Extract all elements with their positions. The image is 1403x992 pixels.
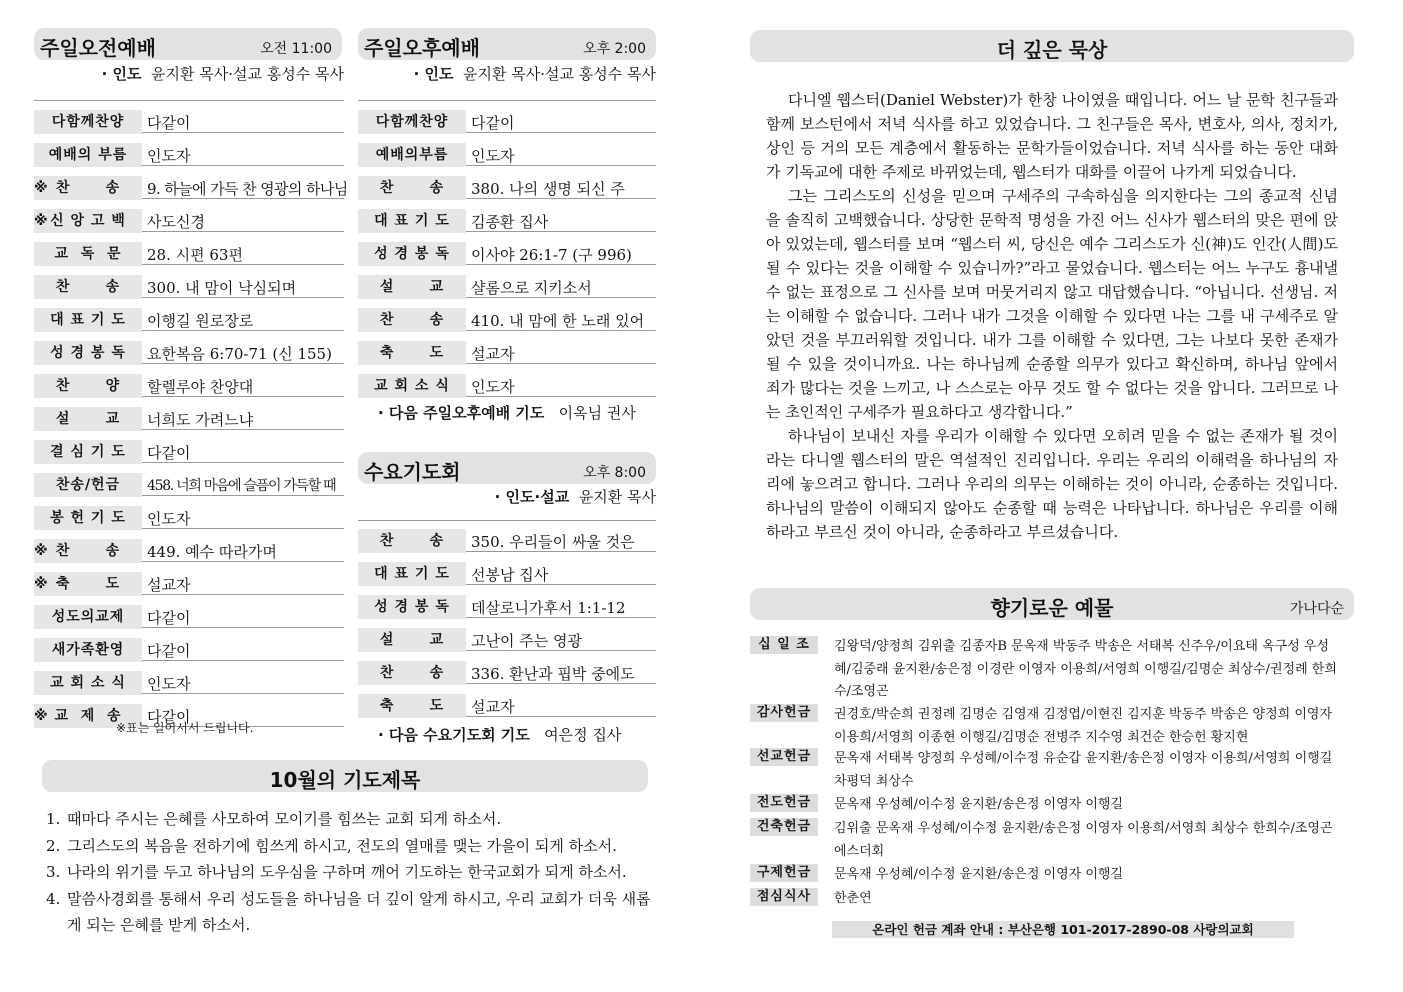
morning-order-label <box>34 605 142 629</box>
prayer-topic-text: 말씀사경회를 통해서 우리 성도들을 하나님을 더 깊이 알게 하시고, 우리 교회가 더욱 새롭게 되는 은혜를 받게 하소서. <box>67 889 651 934</box>
afternoon-order-label-text: 찬 송 <box>379 312 445 328</box>
wednesday-order-label-text: 축 도 <box>379 698 445 714</box>
prayer-topic-item <box>46 833 658 860</box>
morning-order-value: 449. 예수 따라가며 <box>147 543 277 561</box>
offering-header <box>750 588 1354 620</box>
afternoon-order-label <box>358 242 466 266</box>
prayer-topic-text: 그리스도의 복음을 전하기에 힘쓰게 하시고, 전도의 열매를 맺는 가을이 되게 하소서. <box>67 836 617 855</box>
offering-category: 점심식사 <box>750 888 818 906</box>
morning-order-list <box>34 101 348 728</box>
afternoon-leader-prefix: · 인도 <box>413 65 454 83</box>
morning-order-value: 다같이 <box>147 708 191 726</box>
morning-order-label <box>34 176 142 200</box>
afternoon-order-value: 다같이 <box>471 114 515 132</box>
morning-leader-prefix: · 인도 <box>101 65 142 83</box>
morning-order-value: 사도신경 <box>147 213 205 231</box>
wednesday-leader-prefix: · 인도·설교 <box>494 488 570 506</box>
morning-order-label <box>34 539 142 563</box>
wednesday-next-prayer-label: · 다음 수요기도회 기도 <box>378 726 530 744</box>
afternoon-next-prayer-name: 이옥님 권사 <box>558 404 636 422</box>
morning-order-value: 할렐루야 찬양대 <box>147 378 254 396</box>
morning-order-label-text: 대 표 기 도 <box>50 312 126 328</box>
morning-order-label <box>34 110 142 134</box>
afternoon-order-label <box>358 209 466 233</box>
afternoon-order-value: 샬롬으로 지키소서 <box>471 279 592 297</box>
wednesday-order-row <box>358 520 656 552</box>
wednesday-order-label-text: 설 교 <box>379 632 445 648</box>
wednesday-service-time: 오후 8:00 <box>583 465 646 481</box>
morning-order-label <box>34 506 142 530</box>
afternoon-order-label-text: 성 경 봉 독 <box>374 246 450 262</box>
afternoon-order-list <box>358 101 656 398</box>
morning-order-value: 이행길 원로장로 <box>147 312 254 330</box>
wednesday-order-list <box>358 520 656 718</box>
afternoon-next-prayer <box>378 402 636 423</box>
prayer-topic-number: 2. <box>46 836 61 855</box>
morning-order-label <box>34 242 142 266</box>
morning-order-row <box>34 266 344 298</box>
morning-order-label-text: 예배의 부름 <box>48 147 128 163</box>
morning-order-label-text: 다함께찬양 <box>51 114 125 130</box>
morning-order-label <box>34 209 142 233</box>
wednesday-order-value: 고난이 주는 영광 <box>471 632 582 650</box>
afternoon-order-row <box>358 167 656 199</box>
wednesday-order-value: 데살로니가후서 1:1-12 <box>471 599 626 617</box>
morning-order-label-text: 성도의교제 <box>51 609 125 625</box>
morning-order-value: 9. 하늘에 가득 찬 영광의 하나님 <box>147 180 348 198</box>
offering-names: 김위출 문옥재 우성혜/이수정 윤지환/송은정 이영자 이용희/서영희 최상수 한희수/조영곤 에스더회 <box>834 821 1333 859</box>
morning-order-row <box>34 332 344 364</box>
afternoon-order-label-text: 교 회 소 식 <box>374 378 450 394</box>
morning-order-label <box>34 275 142 299</box>
afternoon-order-label-text: 대 표 기 도 <box>374 213 450 229</box>
wednesday-order-label <box>358 562 466 586</box>
morning-order-label-text: 설 교 <box>55 411 121 427</box>
wednesday-order-value: 350. 우리들이 싸울 것은 <box>471 533 635 551</box>
afternoon-order-row <box>358 200 656 232</box>
prayer-topic-number: 4. <box>46 889 61 908</box>
wednesday-order-row <box>358 619 656 651</box>
wednesday-next-prayer <box>378 724 621 745</box>
afternoon-order-value: 인도자 <box>471 147 515 165</box>
afternoon-service-time: 오후 2:00 <box>583 41 646 57</box>
prayer-topic-text: 나라의 위기를 두고 하나님의 도우심을 구하며 깨어 기도하는 한국교회가 되게 하소서. <box>67 863 627 881</box>
morning-order-label <box>34 374 142 398</box>
morning-order-label-text: 신 앙 고 백 <box>50 213 126 229</box>
morning-order-label-text: 결 심 기 도 <box>50 444 126 460</box>
morning-order-label <box>34 473 142 497</box>
morning-order-row <box>34 233 344 265</box>
prayer-topic-number: 3. <box>46 863 61 881</box>
afternoon-order-value: 410. 내 맘에 한 노래 있어 <box>471 312 645 330</box>
morning-order-row <box>34 200 344 232</box>
wednesday-order-label <box>358 694 466 718</box>
wednesday-order-value: 설교자 <box>471 698 515 716</box>
morning-order-row <box>34 134 344 166</box>
afternoon-order-row <box>358 134 656 166</box>
afternoon-order-label <box>358 308 466 332</box>
afternoon-order-label-text: 다함께찬양 <box>375 114 449 130</box>
afternoon-leader-line <box>358 63 656 84</box>
afternoon-order-row <box>358 266 656 298</box>
morning-order-label-text: 축 도 <box>55 576 121 592</box>
morning-order-value: 458. 너희 마음에 슬픔이 가득할 때 <box>147 478 336 494</box>
morning-order-value: 설교자 <box>147 576 191 594</box>
morning-order-row <box>34 563 344 595</box>
offering-order-note: 가나다순 <box>1289 601 1344 617</box>
afternoon-order-value: 설교자 <box>471 345 515 363</box>
offering-title: 향기로운 예물 <box>990 596 1114 620</box>
wednesday-order-row <box>358 685 656 717</box>
offering-names: 문옥재 서태복 양정희 우성혜/이수정 유순갑 윤지환/송은정 이영자 이용희/서영희 이행길 차평덕 최상수 <box>834 751 1333 789</box>
prayer-topic-text: 때마다 주시는 은혜를 사모하여 모이기를 힘쓰는 교회 되게 하소서. <box>67 810 502 828</box>
morning-order-row <box>34 299 344 331</box>
morning-service-title: 주일오전예배 <box>40 36 156 60</box>
morning-order-label-text: 찬 양 <box>55 378 121 394</box>
morning-order-value: 인도자 <box>147 675 191 693</box>
offering-category: 전도헌금 <box>750 794 818 812</box>
wednesday-order-row <box>358 586 656 618</box>
wednesday-order-label <box>358 661 466 685</box>
morning-order-label <box>34 440 142 464</box>
prayer-topic-item <box>46 886 658 939</box>
morning-order-row <box>34 530 344 562</box>
afternoon-order-value: 김종환 집사 <box>471 213 549 231</box>
prayer-topics-list <box>46 806 658 939</box>
afternoon-next-prayer-label: · 다음 주일오후예배 기도 <box>378 404 545 422</box>
wednesday-order-label-text: 찬 송 <box>379 533 445 549</box>
morning-order-label <box>34 572 142 596</box>
offering-names: 한춘연 <box>834 891 872 906</box>
offering-names: 문옥재 우성혜/이수정 윤지환/송은정 이영자 이행길 <box>834 797 1124 812</box>
morning-order-row <box>34 167 348 199</box>
wednesday-order-label <box>358 595 466 619</box>
afternoon-order-label-text: 예배의부름 <box>375 147 449 163</box>
morning-order-label <box>34 143 142 167</box>
morning-order-value: 다같이 <box>147 609 191 627</box>
morning-order-value: 너희도 가려느냐 <box>147 411 254 429</box>
afternoon-order-row <box>358 332 656 364</box>
morning-order-label-text: 찬송/헌금 <box>55 477 121 493</box>
morning-order-label <box>34 407 142 431</box>
wednesday-next-prayer-name: 여은정 집사 <box>544 726 622 744</box>
standing-note: ※표는 일어서서 드립니다. <box>116 721 254 735</box>
morning-order-label-text: 봉 헌 기 도 <box>50 510 126 526</box>
offering-category: 십 일 조 <box>750 636 818 654</box>
afternoon-order-label-text: 축 도 <box>379 345 445 361</box>
wednesday-order-row <box>358 652 656 684</box>
afternoon-order-label <box>358 341 466 365</box>
afternoon-service-header <box>358 28 656 60</box>
afternoon-order-label <box>358 110 466 134</box>
wednesday-service-header <box>358 452 656 484</box>
online-offering-account: 온라인 헌금 계좌 안내 : 부산은행 101-2017-2890-08 사랑의교회 <box>832 921 1294 938</box>
morning-order-row <box>34 662 344 694</box>
wednesday-order-label-text: 찬 송 <box>379 665 445 681</box>
morning-order-row <box>34 629 344 661</box>
offering-category: 선교헌금 <box>750 748 818 766</box>
afternoon-order-label <box>358 143 466 167</box>
wednesday-leader-text: 윤지환 목사 <box>578 488 656 506</box>
morning-order-label-text: 새가족환영 <box>51 642 125 658</box>
morning-order-label-text: 찬 송 <box>55 543 121 559</box>
afternoon-order-value: 이사야 26:1-7 (구 996) <box>471 246 632 264</box>
morning-standing-mark: ※ <box>34 180 49 196</box>
afternoon-order-label <box>358 275 466 299</box>
morning-order-label-text: 찬 송 <box>55 180 121 196</box>
wednesday-order-label-text: 성 경 봉 독 <box>374 599 450 615</box>
wednesday-order-value: 336. 환난과 핍박 중에도 <box>471 665 635 683</box>
offering-category: 감사헌금 <box>750 704 818 722</box>
morning-order-value: 300. 내 맘이 낙심되며 <box>147 279 297 297</box>
morning-order-row <box>34 398 344 430</box>
morning-order-label-text: 성 경 봉 독 <box>50 345 126 361</box>
morning-standing-mark: ※ <box>34 708 49 724</box>
morning-order-label <box>34 638 142 662</box>
afternoon-order-row <box>358 101 656 133</box>
prayer-topic-number: 1. <box>46 810 61 828</box>
morning-order-label-text: 찬 송 <box>55 279 121 295</box>
afternoon-leader-text: 윤지환 목사·설교 홍성수 목사 <box>463 65 656 83</box>
wednesday-leader-line <box>358 486 656 507</box>
morning-order-row <box>34 365 344 397</box>
morning-order-label-text: 교 회 소 식 <box>50 675 126 691</box>
morning-service-time: 오전 11:00 <box>260 41 332 57</box>
morning-order-value: 요한복음 6:70-71 (신 155) <box>147 345 332 363</box>
offering-category: 구제헌금 <box>750 864 818 882</box>
morning-order-value: 인도자 <box>147 510 191 528</box>
morning-order-value: 다같이 <box>147 642 191 660</box>
offering-names: 문옥재 우성혜/이수정 윤지환/송은정 이영자 이행길 <box>834 867 1124 882</box>
morning-service-header <box>34 28 342 60</box>
prayer-topic-item <box>46 806 658 833</box>
wednesday-order-label <box>358 628 466 652</box>
afternoon-order-value: 인도자 <box>471 378 515 396</box>
morning-order-value: 다같이 <box>147 444 191 462</box>
morning-order-label <box>34 671 142 695</box>
morning-standing-mark: ※ <box>34 543 49 559</box>
offering-names: 김왕덕/양정희 김위출 김종자B 문옥재 박동주 박송은 서태복 신주우/이요태 옥구성 우성혜/김중래 윤지환/송은정 이경란 이영자 이용희/서영희 이행길/김명순 최상수/권정례 한희수/조영곤 <box>834 639 1337 699</box>
morning-order-row <box>34 596 344 628</box>
morning-order-row <box>34 431 344 463</box>
morning-order-label-text: 교 제 송 <box>54 708 122 724</box>
afternoon-order-row <box>358 365 656 397</box>
afternoon-order-label-text: 찬 송 <box>379 180 445 196</box>
wednesday-order-row <box>358 553 656 585</box>
afternoon-order-value: 380. 나의 생명 되신 주 <box>471 180 625 198</box>
wednesday-order-label <box>358 529 466 553</box>
morning-order-label-text: 교 독 문 <box>54 246 122 262</box>
wednesday-service-title: 수요기도회 <box>364 460 461 484</box>
morning-order-row <box>34 464 344 496</box>
wednesday-order-label-text: 대 표 기 도 <box>374 566 450 582</box>
morning-standing-mark: ※ <box>34 213 49 229</box>
meditation-paragraph: 다니엘 웹스터(Daniel Webster)가 한창 나이였을 때입니다. 어느 날 문학 친구들과 함께 보스턴에서 저녁 식사를 하고 있었습니다. 그 친구들은 목사, 변호사, 의사, 정치가, 상인 등 거의 모든 계층에서 활동하는 문학가들이었습니다. 저녁 식사를 하는 동안 대화가 기독교에 대한 주제로 바뀌었는데, 웹스터가 대화를 이끌어 나가게 되었습니다. <box>766 91 1338 181</box>
morning-standing-mark: ※ <box>34 576 49 592</box>
offering-category: 건축헌금 <box>750 818 818 836</box>
wednesday-order-value: 선봉남 집사 <box>471 566 549 584</box>
prayer-topic-item <box>46 859 658 886</box>
prayer-topics-title: 10월의 기도제목 <box>269 768 421 792</box>
afternoon-order-label <box>358 374 466 398</box>
morning-order-value: 28. 시편 63편 <box>147 246 243 264</box>
morning-leader-text: 윤지환 목사·설교 홍성수 목사 <box>151 65 344 83</box>
morning-leader-line <box>34 63 344 84</box>
afternoon-order-row <box>358 299 656 331</box>
afternoon-order-label-text: 설 교 <box>379 279 445 295</box>
meditation-title: 더 깊은 묵상 <box>996 38 1108 62</box>
afternoon-order-label <box>358 176 466 200</box>
morning-order-label <box>34 341 142 365</box>
prayer-topics-header <box>42 760 648 792</box>
meditation-paragraph: 하나님이 보내신 자를 우리가 이해할 수 있다면 오히려 믿을 수 없는 존재가 될 것이라는 다니엘 웹스터의 말은 역설적인 진리입니다. 우리는 우리의 이해력을 하나님의 자리에 놓으려고 합니다. 그러나 우리의 의무는 이해하는 것이 아니라, 순종하는 것입니다. 하나님의 말씀이 이해되지 않아도 순종할 때 능력은 나타납니다. 하나님은 우리를 이해하라고 부르신 것이 아니라, 순종하라고 부르셨습니다. <box>766 427 1338 541</box>
morning-order-row <box>34 497 344 529</box>
morning-order-value: 인도자 <box>147 147 191 165</box>
morning-order-row <box>34 101 344 133</box>
morning-order-value: 다같이 <box>147 114 191 132</box>
afternoon-order-row <box>358 233 656 265</box>
offering-names: 권경호/박순희 권정례 김명순 김영재 김정엽/이현진 김지훈 박동주 박송은 양정희 이영자 이용희/서영희 이종현 이행길/김명순 전병주 지수영 최건순 한승헌 황지현 <box>834 707 1333 745</box>
meditation-essay <box>766 88 1338 544</box>
meditation-paragraph: 그는 그리스도의 신성을 믿으며 구세주의 구속하심을 의지한다는 그의 종교적 신념을 솔직히 고백했습니다. 상당한 문학적 명성을 가진 어느 신사가 웹스터의 맞은 편에 앉아 있었는데, 웹스터를 보며 “웹스터 씨, 당신은 예수 그리스도가 신(神)도 인간(人間)도 될 수 있다는 것을 이해할 수 있습니까?”라고 물었습니다. 웹스터는 어느 누구도 흉내낼 수 없는 표정으로 그 신사를 보며 머뭇거리지 않고 대답했습니다. “아닙니다. 선생님. 저는 이해할 수 없습니다. 그러나 내가 그것을 이해할 수 있다면 나는 그를 내 구세주로 알았던 것을 부끄러워할 것입니다. 내가 그를 이해할 수 있다면, 그는 나보다 못한 존재가 될 수 있을 것이니까요. 나는 하나님께 순종할 의무가 있다고 확신하며, 하나님 앞에서 죄가 많다는 것을 느끼고, 나 스스로는 아무 것도 할 수 없다는 것을 압니다. 그러므로 나는 초인적인 구세주가 필요하다고 생각합니다.” <box>766 187 1338 421</box>
morning-order-label <box>34 308 142 332</box>
meditation-header <box>750 30 1354 62</box>
afternoon-service-title: 주일오후예배 <box>364 36 480 60</box>
